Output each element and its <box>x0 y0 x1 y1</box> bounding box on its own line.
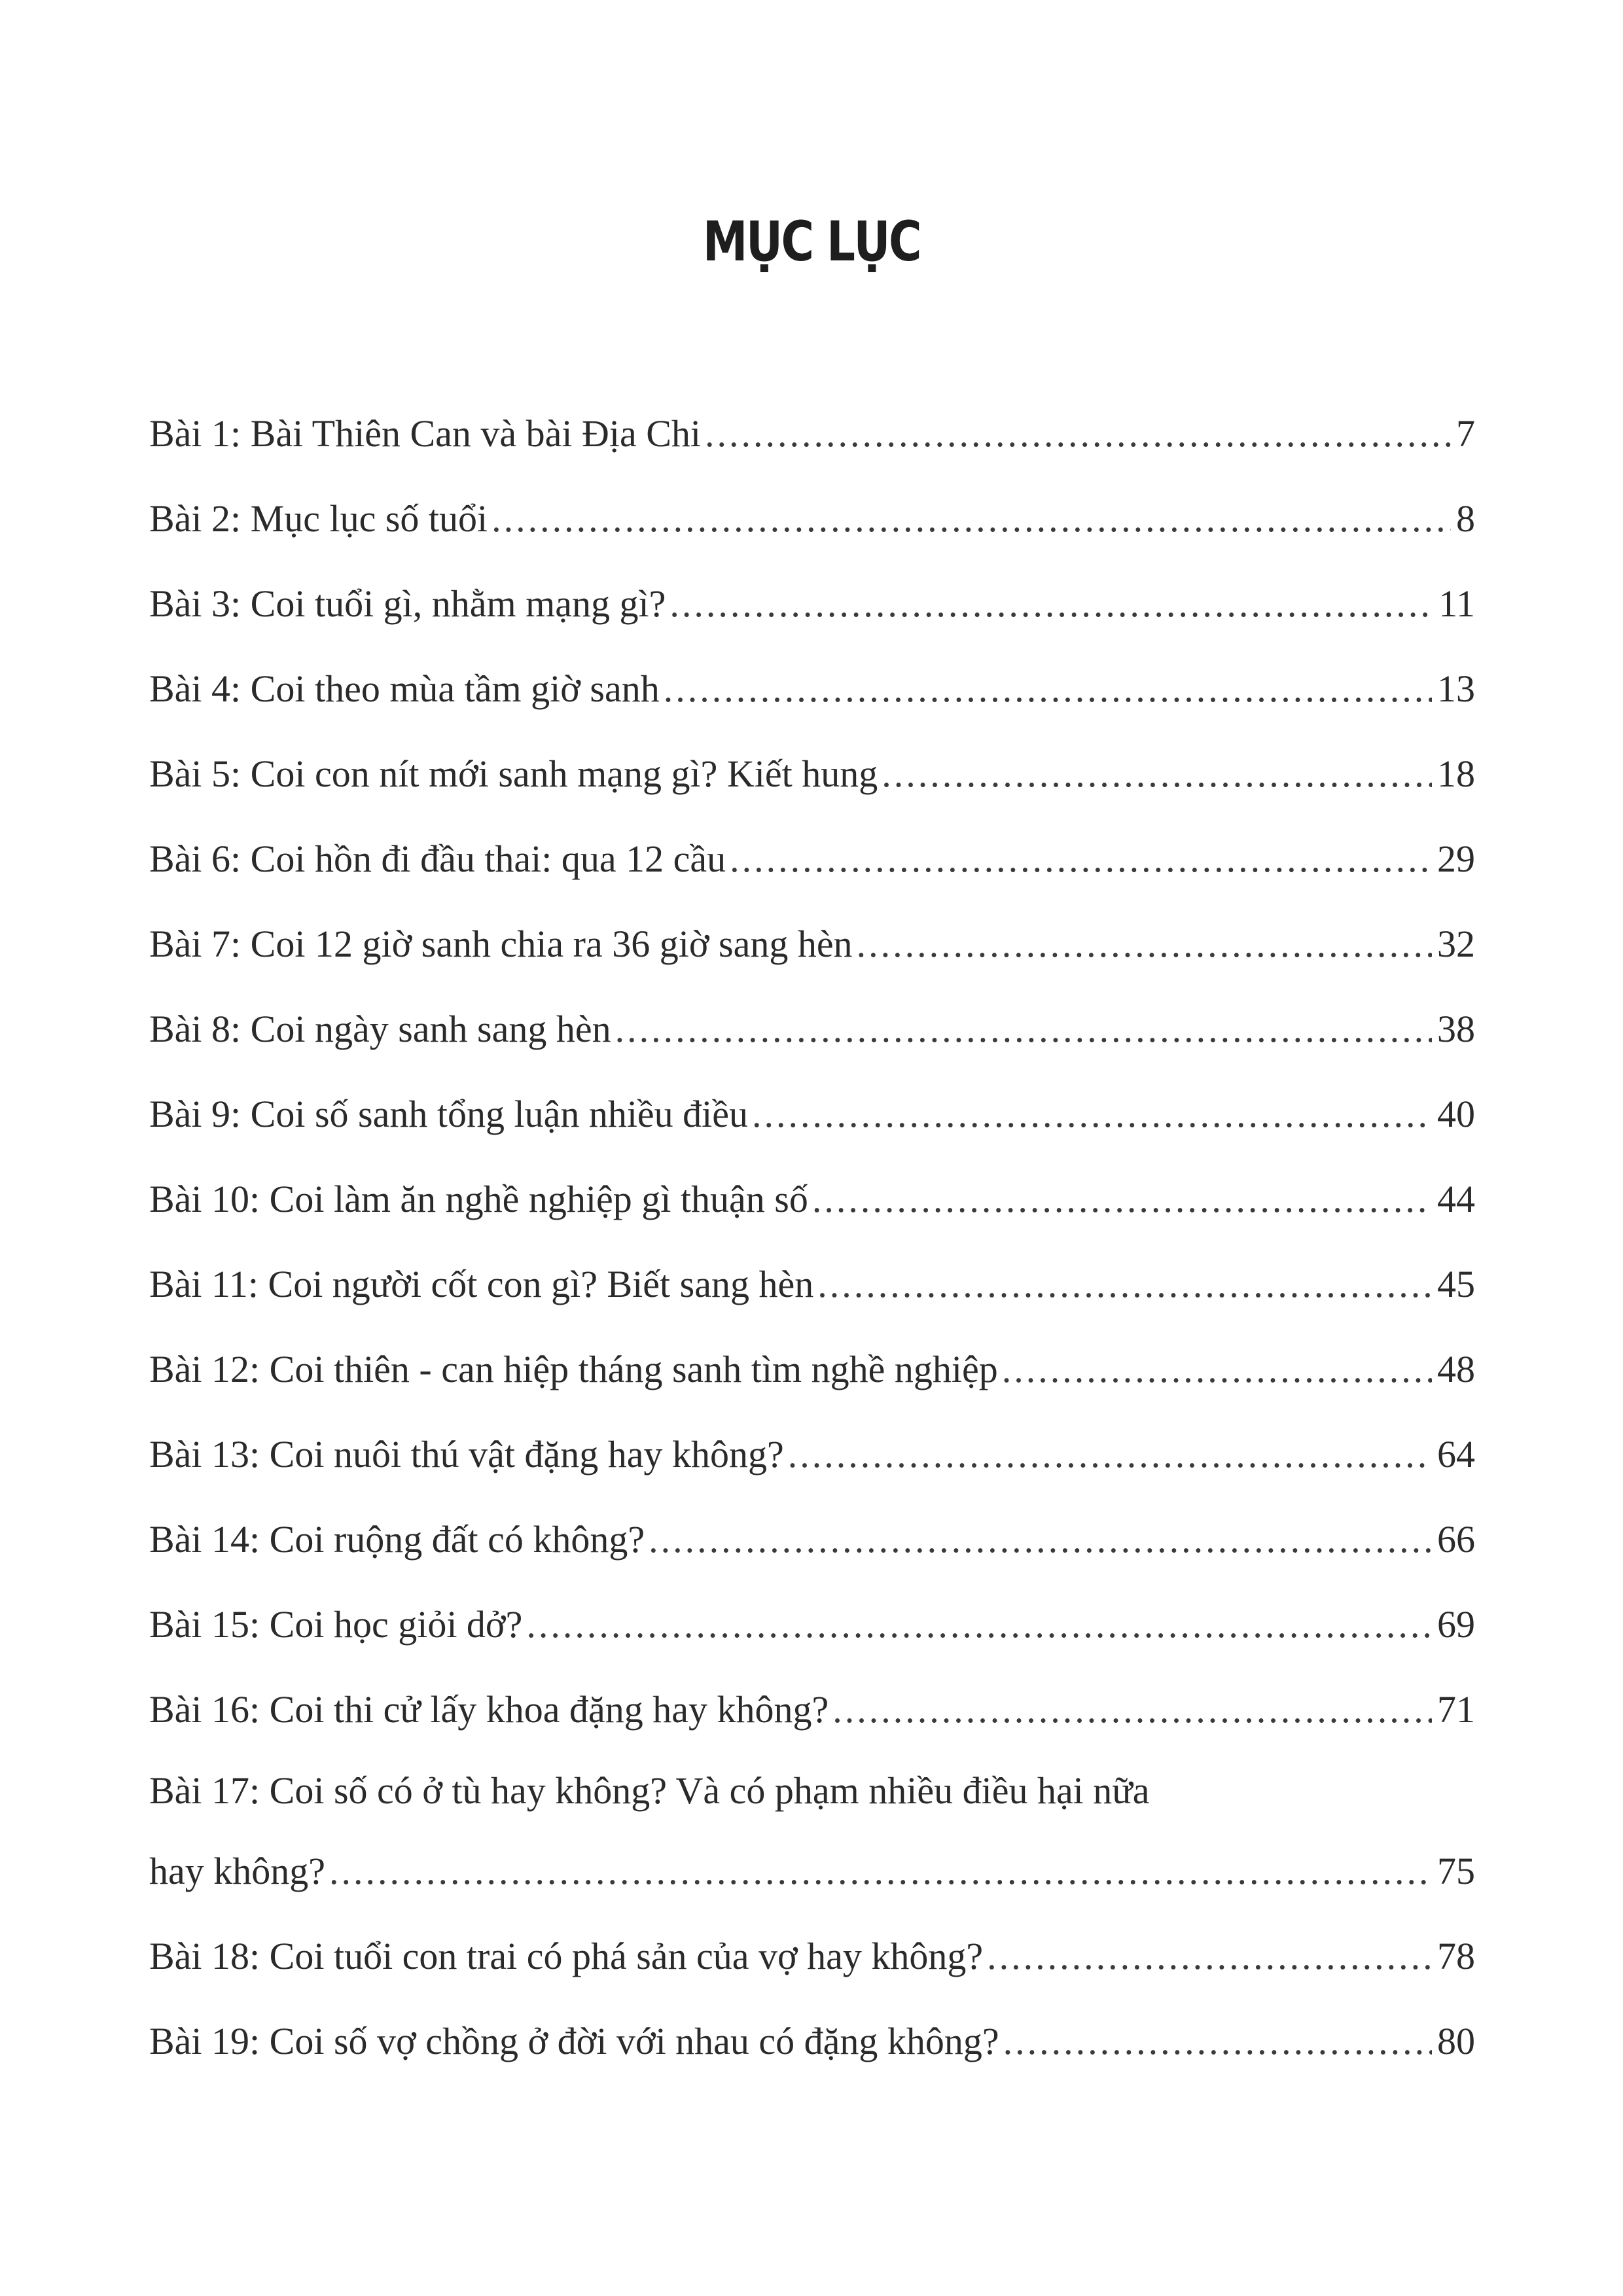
toc-entry-page: 66 <box>1437 1518 1475 1561</box>
toc-entry-4 <box>149 646 1475 732</box>
dot-leader <box>730 817 1432 902</box>
toc-entry-page: 71 <box>1437 1688 1475 1731</box>
toc-entry-page: 64 <box>1437 1433 1475 1475</box>
toc-entry-label: Bài 17: Coi số có ở tù hay không? Và có phạm nhiều điều hại nữa <box>149 1769 1150 1812</box>
dot-leader <box>491 476 1451 561</box>
toc-entry-page: 32 <box>1437 923 1475 965</box>
dot-leader <box>857 902 1432 987</box>
toc-entry-page: 8 <box>1456 497 1475 540</box>
dot-leader <box>832 1667 1432 1752</box>
toc-entry-11 <box>149 1242 1475 1327</box>
dot-leader <box>649 1497 1432 1582</box>
dot-leader <box>664 646 1432 732</box>
toc-entry-3 <box>149 561 1475 646</box>
toc-entry-label: Bài 7: Coi 12 giờ sanh chia ra 36 giờ sang hèn <box>149 923 853 965</box>
toc-entry-label: Bài 18: Coi tuổi con trai có phá sản của vợ hay không? <box>149 1935 984 1977</box>
toc-entry-label: Bài 1: Bài Thiên Can và bài Địa Chi <box>149 412 702 455</box>
toc-entry-page: 78 <box>1437 1935 1475 1977</box>
toc-entry-page: 7 <box>1456 412 1475 455</box>
dot-leader <box>987 1914 1432 1999</box>
toc-entry-label: Bài 6: Coi hồn đi đầu thai: qua 12 cầu <box>149 838 726 880</box>
dot-leader <box>817 1242 1432 1327</box>
dot-leader <box>752 1072 1432 1157</box>
toc-entry-page: 69 <box>1437 1603 1475 1646</box>
toc-entry-page: 44 <box>1437 1178 1475 1220</box>
toc-entry-12 <box>149 1327 1475 1412</box>
dot-leader <box>812 1157 1432 1242</box>
toc-entry-label: Bài 11: Coi người cốt con gì? Biết sang hèn <box>149 1263 814 1305</box>
toc-entry-8 <box>149 987 1475 1072</box>
toc-entry-14 <box>149 1497 1475 1582</box>
toc-entry-7 <box>149 902 1475 987</box>
toc-entry-page: 13 <box>1437 667 1475 710</box>
toc-entry-page: 48 <box>1437 1348 1475 1390</box>
toc-entry-label: Bài 3: Coi tuổi gì, nhằm mạng gì? <box>149 582 666 625</box>
toc-entry-label: Bài 15: Coi học giỏi dở? <box>149 1603 523 1646</box>
toc-entry-page: 40 <box>1437 1093 1475 1135</box>
toc-entry-label: Bài 14: Coi ruộng đất có không? <box>149 1518 645 1561</box>
toc-entry-17-line-2 <box>149 1829 1475 1914</box>
toc-entry-label: Bài 2: Mục lục số tuổi <box>149 497 488 540</box>
toc-entry-label: Bài 16: Coi thi cử lấy khoa đặng hay không? <box>149 1688 829 1731</box>
toc-entry-10 <box>149 1157 1475 1242</box>
page-title: MỤC LỤC <box>702 209 921 274</box>
dot-leader <box>788 1412 1432 1497</box>
toc-entry-label: Bài 10: Coi làm ăn nghề nghiệp gì thuận số <box>149 1178 808 1220</box>
toc-entry-6 <box>149 817 1475 902</box>
toc-entry-5 <box>149 732 1475 817</box>
toc-entry-page: 45 <box>1437 1263 1475 1305</box>
dot-leader <box>669 561 1433 646</box>
toc-entry-13 <box>149 1412 1475 1497</box>
toc-entry-17-line-1 <box>149 1752 1475 1829</box>
dot-leader <box>705 391 1451 476</box>
toc-entry-2 <box>149 476 1475 561</box>
toc-entry-label: Bài 13: Coi nuôi thú vật đặng hay không? <box>149 1433 784 1475</box>
toc-entry-9 <box>149 1072 1475 1157</box>
table-of-contents <box>149 391 1475 2084</box>
toc-entry-page: 75 <box>1437 1850 1475 1892</box>
dot-leader <box>1003 1999 1432 2084</box>
toc-entry-19 <box>149 1999 1475 2084</box>
toc-entry-page: 80 <box>1437 2020 1475 2062</box>
toc-entry-label: Bài 4: Coi theo mùa tầm giờ sanh <box>149 667 660 710</box>
toc-entry-1 <box>149 391 1475 476</box>
toc-entry-15 <box>149 1582 1475 1667</box>
toc-entry-page: 29 <box>1437 838 1475 880</box>
dot-leader <box>329 1829 1432 1914</box>
toc-entry-label: Bài 5: Coi con nít mới sanh mạng gì? Kiết hung <box>149 752 878 795</box>
toc-entry-label-continued: hay không? <box>149 1850 325 1892</box>
dot-leader <box>882 732 1432 817</box>
dot-leader <box>1002 1327 1432 1412</box>
toc-entry-label: Bài 19: Coi số vợ chồng ở đời với nhau có đặng không? <box>149 2020 999 2062</box>
dot-leader <box>526 1582 1432 1667</box>
toc-entry-label: Bài 12: Coi thiên - can hiệp tháng sanh tìm nghề nghiệp <box>149 1348 998 1390</box>
toc-entry-page: 38 <box>1437 1008 1475 1050</box>
toc-entry-16 <box>149 1667 1475 1752</box>
toc-entry-label: Bài 9: Coi số sanh tổng luận nhiều điều <box>149 1093 749 1135</box>
dot-leader <box>615 987 1432 1072</box>
toc-entry-page: 18 <box>1437 752 1475 795</box>
toc-entry-18 <box>149 1914 1475 1999</box>
toc-entry-page: 11 <box>1438 582 1475 625</box>
toc-entry-label: Bài 8: Coi ngày sanh sang hèn <box>149 1008 611 1050</box>
